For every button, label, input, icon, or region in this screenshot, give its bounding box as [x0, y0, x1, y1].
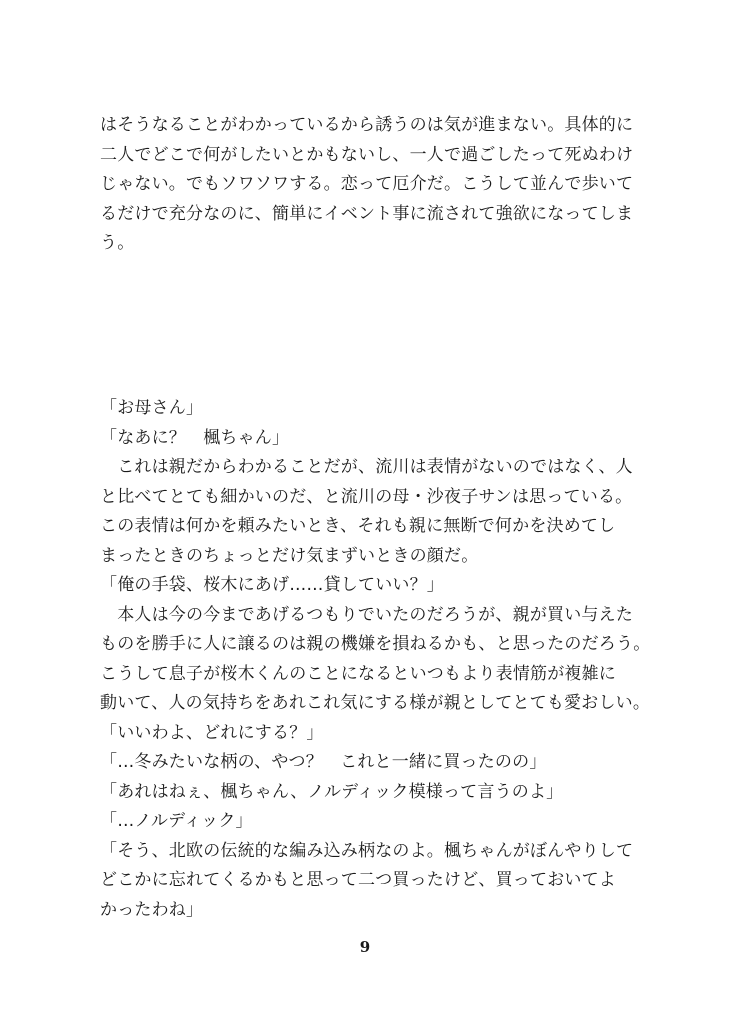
page-number: 9	[359, 938, 371, 956]
text-line: じゃない。でもソワソワする。恋って厄介だ。こうして並んで歩いて	[100, 174, 634, 194]
dialogue-line: 「いいわよ、どれにする？」	[100, 722, 324, 743]
narration-line: 動いて、人の気持ちをあれこれ気にする様が親としてとても愛おしい。	[100, 693, 651, 713]
narration-line: こうして息子が桜木くんのことになるといつもより表情筋が複雑に	[100, 663, 616, 684]
dialogue-line: どこかに忘れてくるかもと思って二つ買ったけど、買っておいてよ	[100, 870, 616, 890]
dialogue-line: 「あれはねぇ、楓ちゃん、ノルディック模様って言うのよ」	[100, 781, 564, 802]
narration-line: まったときのちょっとだけ気まずいときの顔だ。	[100, 545, 479, 566]
dialogue-line: 「そう、北欧の伝統的な編み込み柄なのよ。楓ちゃんがぼんやりして	[100, 840, 634, 861]
text-line: う。	[100, 233, 135, 253]
dialogue-section	[100, 394, 651, 925]
dialogue-line: 「俺の手袋、桜木にあげ……貸していい？」	[100, 575, 444, 595]
narration-line: 本人は今の今まであげるつもりでいたのだろうが、親が買い与えた	[100, 604, 634, 625]
narration-line: ものを勝手に人に譲るのは親の機嫌を損ねるかも、と思ったのだろう。	[100, 634, 651, 654]
dialogue-line: 「…冬みたいな柄の、やつ？ これと一緒に買ったのの」	[100, 752, 547, 772]
text-line: るだけで充分なのに、簡単にイベント事に流されて強欲になってしま	[100, 203, 634, 224]
text-line: 二人でどこで何がしたいとかもないし、一人で過ごしたって死ぬわけ	[100, 144, 634, 165]
dialogue-line: 「…ノルディック」	[100, 811, 253, 831]
dialogue-line: 「なあに？ 楓ちゃん」	[100, 427, 290, 448]
text-line: はそうなることがわかっているから誘うのは気が進まない。具体的に	[100, 115, 634, 135]
dialogue-line: 「お母さん」	[100, 398, 204, 418]
narration-line: これは親だからわかることだが、流川は表情がないのではなく、人	[100, 457, 633, 477]
narration-line: と比べてとても細かいのだ、と流川の母・沙夜子サンは思っている。	[100, 486, 633, 507]
narration-line: この表情は何かを頼みたいとき、それも親に無断で何かを決めてし	[100, 516, 616, 536]
narrative-paragraph	[100, 111, 645, 259]
dialogue-line: かったわね」	[100, 899, 204, 920]
